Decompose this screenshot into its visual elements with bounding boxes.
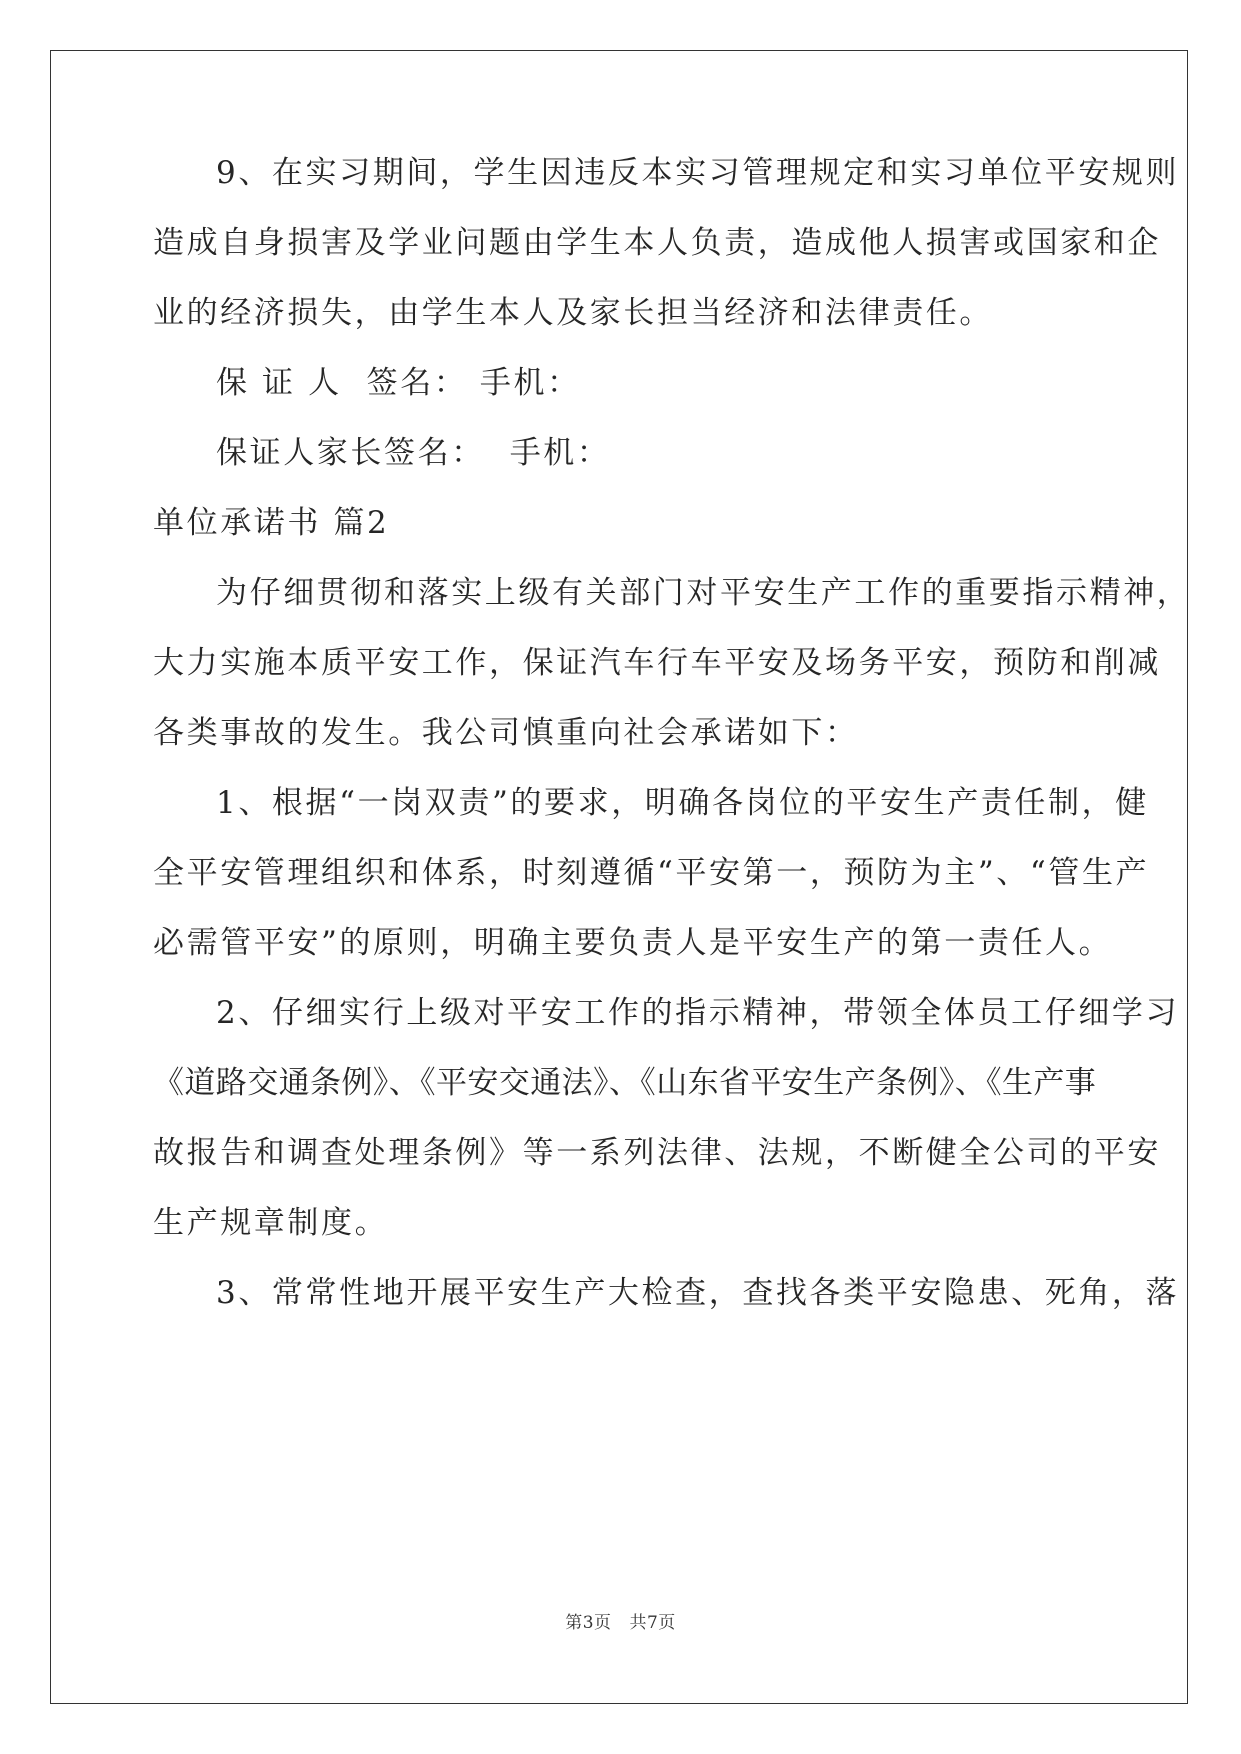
paragraph-line: 《道路交通条例》、《平安交通法》、《山东省平安生产条例》、《生产事 bbox=[153, 1065, 1097, 1101]
signature-line: 保 证 人 签名： 手机： bbox=[216, 365, 581, 401]
page-number-total: 共7页 bbox=[629, 1613, 676, 1633]
paragraph-line: 业的经济损失，由学生本人及家长担当经济和法律责任。 bbox=[153, 295, 993, 331]
paragraph-line: 故报告和调查处理条例》等一系列法律、法规，不断健全公司的平安 bbox=[153, 1135, 1161, 1171]
paragraph-line: 必需管平安”的原则，明确主要负责人是平安生产的第一责任人。 bbox=[153, 925, 1113, 961]
paragraph-line: 1、根据“一岗双责”的要求，明确各岗位的平安生产责任制，健 bbox=[216, 785, 1149, 821]
paragraph-line: 9、在实习期间，学生因违反本实习管理规定和实习单位平安规则 bbox=[216, 155, 1180, 191]
page-number-current: 第3页 bbox=[565, 1613, 612, 1633]
paragraph-line: 造成自身损害及学业问题由学生本人负责，造成他人损害或国家和企 bbox=[153, 225, 1161, 261]
paragraph-line: 生产规章制度。 bbox=[153, 1205, 389, 1241]
page-footer bbox=[0, 1612, 1241, 1634]
paragraph-line: 为仔细贯彻和落实上级有关部门对平安生产工作的重要指示精神， bbox=[216, 575, 1191, 611]
section-heading: 单位承诺书 篇2 bbox=[153, 505, 390, 541]
paragraph-line: 全平安管理组织和体系，时刻遵循“平安第一，预防为主”、“管生产 bbox=[153, 855, 1150, 891]
paragraph-line: 2、仔细实行上级对平安工作的指示精神，带领全体员工仔细学习 bbox=[216, 995, 1180, 1031]
paragraph-line: 各类事故的发生。我公司慎重向社会承诺如下： bbox=[153, 715, 859, 751]
paragraph-line: 3、常常性地开展平安生产大检查，查找各类平安隐患、死角，落 bbox=[216, 1275, 1180, 1311]
paragraph-line: 大力实施本质平安工作，保证汽车行车平安及场务平安，预防和削减 bbox=[153, 645, 1161, 681]
signature-line: 保证人家长签名： 手机： bbox=[216, 435, 611, 471]
